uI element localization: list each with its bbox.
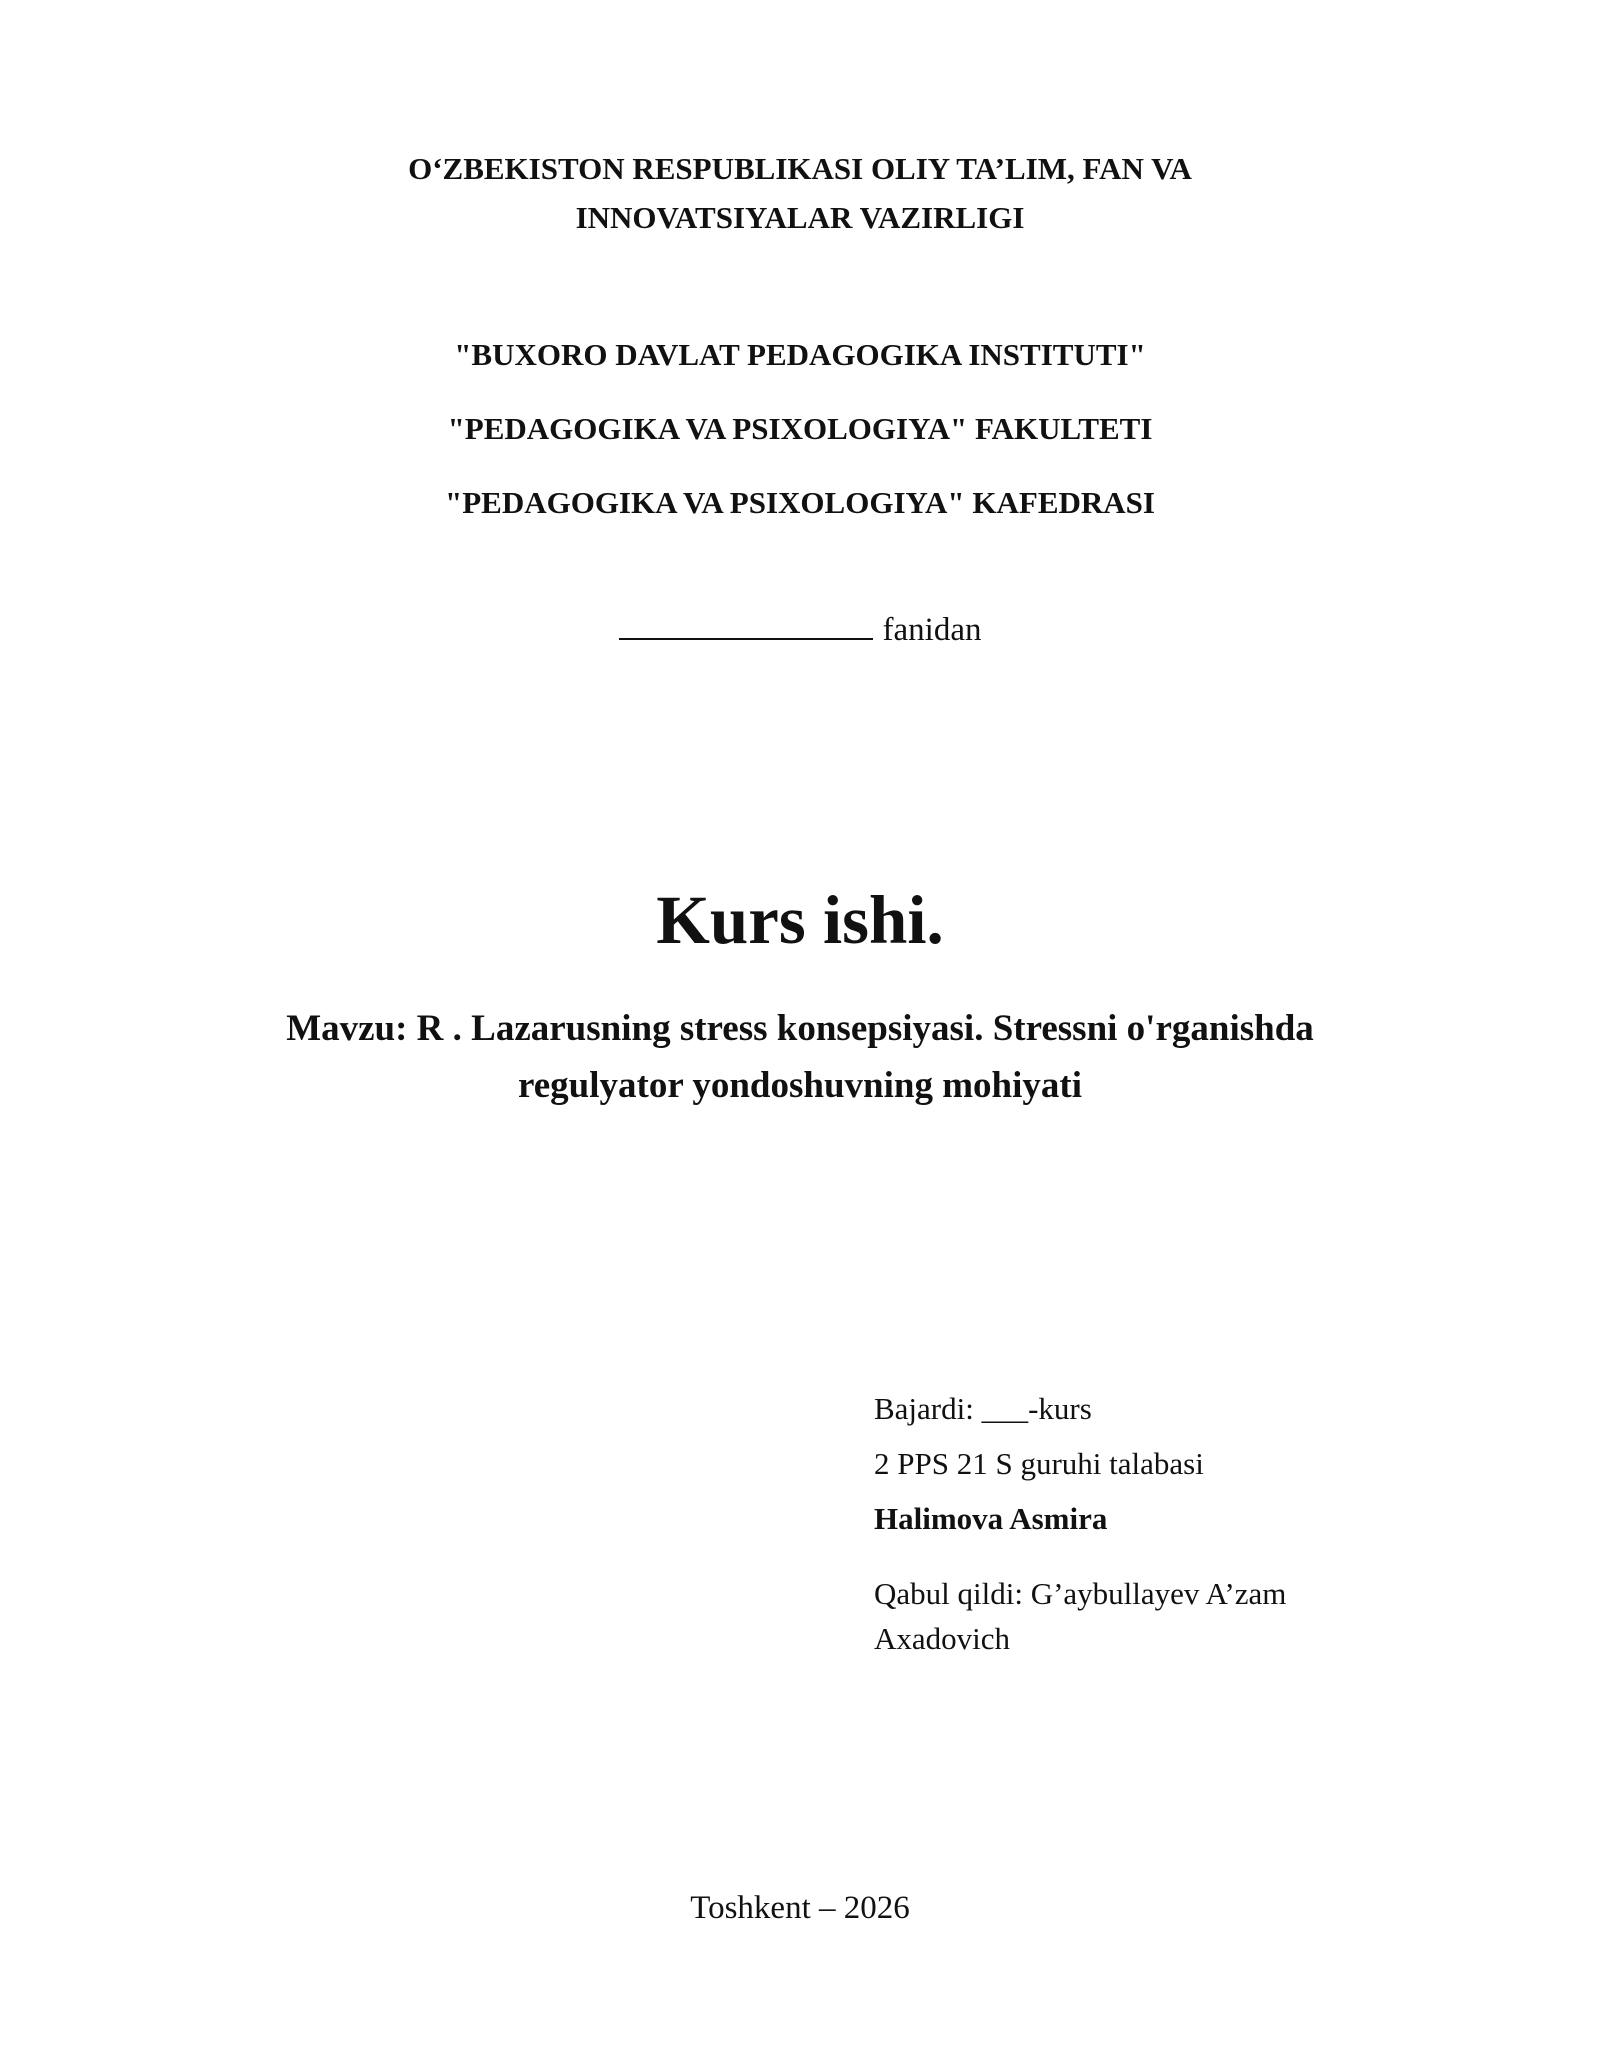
supervisor-line-2: Axadovich (874, 1621, 1011, 1656)
faculty-name: "PEDAGOGIKA VA PSIXOLOGIYA" FAKULTETI (447, 411, 1153, 446)
supervisor (874, 1571, 1434, 1661)
supervisor-line-1: Qabul qildi: G’aybullayev A’zam (874, 1576, 1287, 1611)
group-line: 2 PPS 21 S guruhi talabasi (874, 1446, 1204, 1481)
kafedra-name: "PEDAGOGIKA VA PSIXOLOGIYA" KAFEDRASI (445, 485, 1155, 520)
place-year: Toshkent – 2026 (690, 1890, 910, 1926)
subject-line (0, 608, 1600, 652)
ministry-heading (0, 144, 1600, 242)
bajardi-line: Bajardi: ___-kurs (874, 1391, 1092, 1426)
student-name: Halimova Asmira (874, 1501, 1108, 1536)
institute-name: "BUXORO DAVLAT PEDAGOGIKA INSTITUTI" (454, 337, 1146, 372)
topic (0, 1000, 1600, 1114)
subject-blank-underline (619, 608, 873, 640)
ministry-line-1: O‘ZBEKISTON RESPUBLIKASI OLIY TA’LIM, FAN VA (408, 151, 1192, 186)
document-title: Kurs ishi. (656, 882, 944, 958)
subject-suffix: fanidan (882, 612, 982, 648)
ministry-line-2: INNOVATSIYALAR VAZIRLIGI (575, 200, 1025, 235)
topic-line-2: regulyator yondoshuvning mohiyati (517, 1065, 1083, 1106)
topic-line-1: Mavzu: R . Lazarusning stress konsepsiyasi. Stressni o'rganishda (286, 1008, 1314, 1049)
